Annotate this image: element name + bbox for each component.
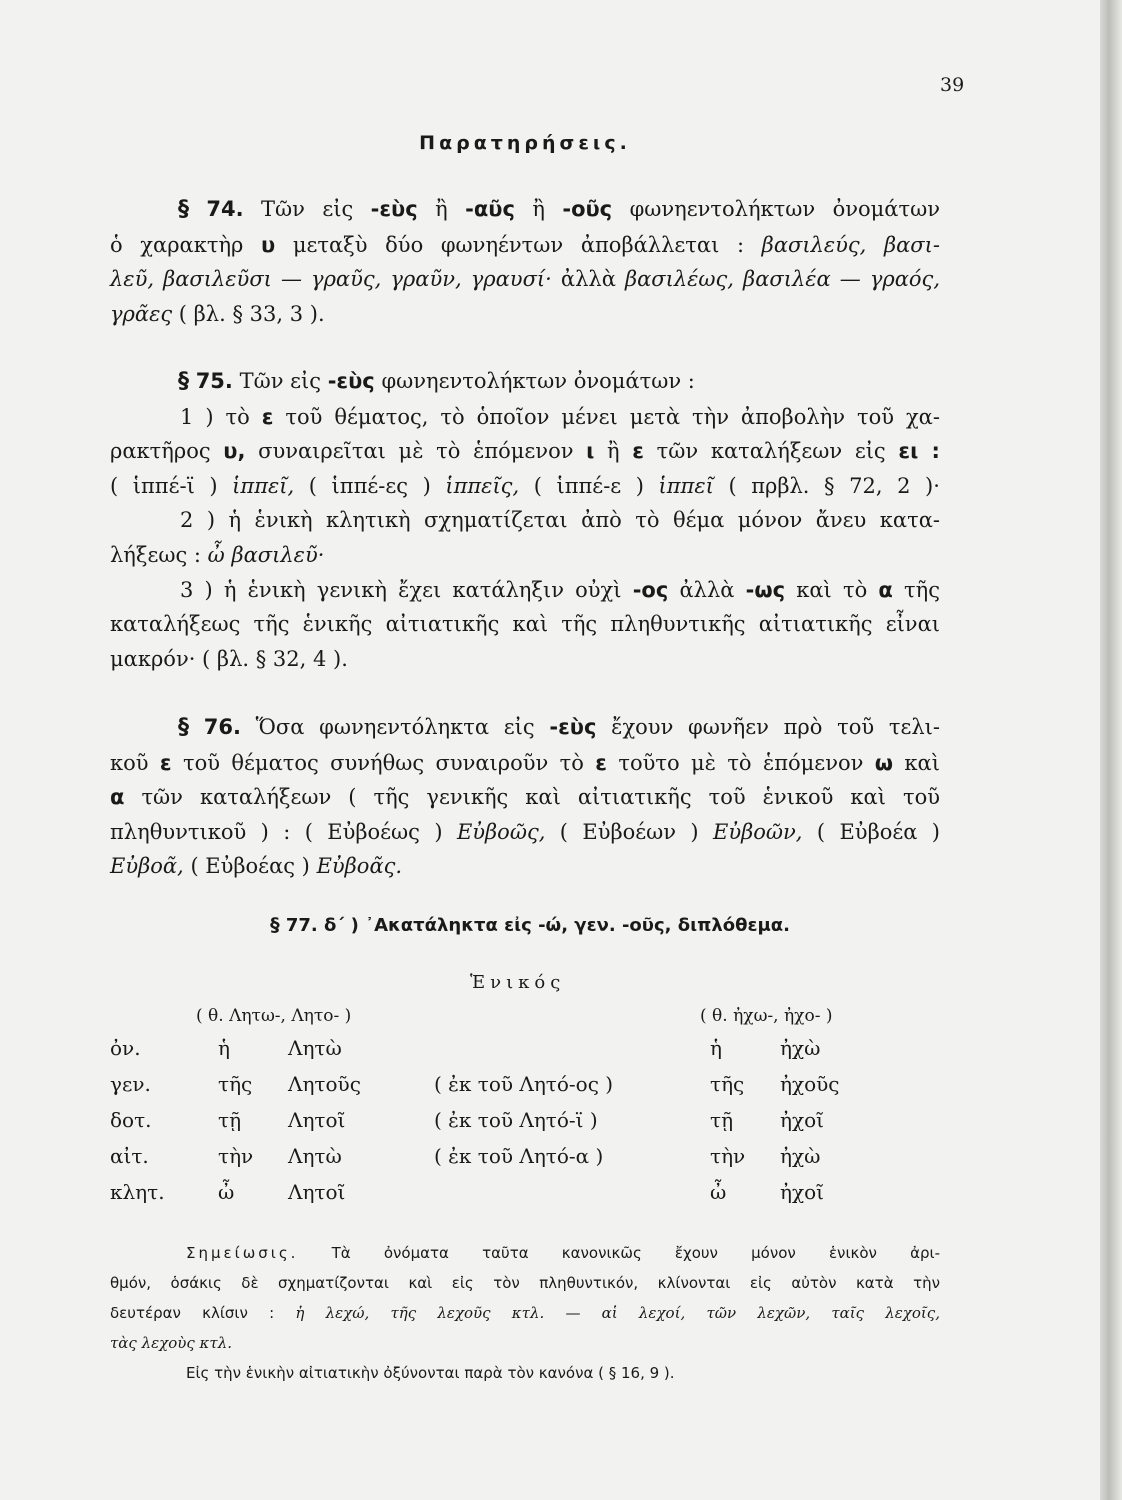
notes-line-4: τὰς λεχοὺς κτλ. bbox=[110, 1334, 232, 1352]
singular-label: Ἑνικός bbox=[470, 972, 566, 993]
notes-block bbox=[110, 1238, 940, 1388]
p74-line-1: § 74. Τῶν εἰς -εὺς ἢ -αῦς ἢ -οῦς φωνηεντολήκτων ὀνομάτων bbox=[178, 197, 940, 222]
p76-line-4: πληθυντικοῦ ) : ( Εὐβοέως ) Εὐβοῶς, ( Εὐβοέων ) Εὐβοῶν, ( Εὐβοέα ) bbox=[110, 819, 941, 844]
table-row: ὀν. ἡ Λητὼ ἡ ἠχὼ bbox=[110, 1036, 821, 1060]
p75-line-8: καταλήξεως τῆς ἑνικῆς αἰτιατικῆς καὶ τῆς πληθυντικῆς αἰτιατικῆς εἶναι bbox=[110, 612, 940, 637]
p75-line-3: ρακτῆρος υ, συναιρεῖται μὲ τὸ ἑπόμενον ι ἢ ε τῶν καταλήξεων εἰς ει : bbox=[110, 439, 940, 464]
p76-line-5: Εὐβοᾶ, ( Εὐβοέας ) Εὐβοᾶς. bbox=[110, 854, 403, 879]
p75-line-6: λήξεως : ὦ βασιλεῦ· bbox=[110, 542, 325, 567]
p74-line-4: γρᾶες ( βλ. § 33, 3 ). bbox=[110, 301, 325, 326]
notes-line-1: Σημείωσις. Τὰ ὀνόματα ταῦτα κανονικῶς ἔχουν μόνον ἑνικὸν ἀρι- bbox=[186, 1244, 940, 1262]
table-row: δοτ. τῇ Λητοῖ ( ἐκ τοῦ Λητό-ϊ ) τῇ ἠχοῖ bbox=[110, 1108, 824, 1132]
notes-line-5: Εἰς τὴν ἑνικὴν αἰτιατικὴν ὀξύνονται παρὰ τὸν κανόνα ( § 16, 9 ). bbox=[186, 1364, 675, 1382]
p76-line-1: § 76. Ὅσα φωνηεντόληκτα εἰς -εὺς ἔχουν φωνῆεν πρὸ τοῦ τελι- bbox=[178, 715, 940, 740]
p75-line-1: § 75. Τῶν εἰς -εὺς φωνηεντολήκτων ὀνομάτων : bbox=[178, 369, 695, 394]
table-row: αἰτ. τὴν Λητὼ ( ἐκ τοῦ Λητό-α ) τὴν ἠχὼ bbox=[110, 1144, 821, 1168]
page-edge bbox=[1100, 0, 1122, 1500]
p75-line-2: 1 ) τὸ ε τοῦ θέματος, τὸ ὁποῖον μένει μετὰ τὴν ἀποβολὴν τοῦ χα- bbox=[180, 404, 940, 429]
page-number: 39 bbox=[940, 74, 965, 96]
p75-line-5: 2 ) ἡ ἑνικὴ κλητικὴ σχηματίζεται ἀπὸ τὸ θέμα μόνον ἄνευ κατα- bbox=[180, 508, 940, 533]
section-heading: Παρατηρήσεις. bbox=[419, 132, 631, 154]
subsection-heading-77: § 77. δ΄ ) ᾿Ακατάληκτα εἰς -ώ, γεν. -οῦς, διπλόθεμα. bbox=[270, 914, 790, 936]
stem-left: ( θ. Λητω-, Λητο- ) bbox=[196, 1006, 352, 1026]
p75-line-4: ( ἱππέ-ϊ ) ἱππεῖ, ( ἱππέ-ες ) ἱππεῖς, ( ἱππέ-ε ) ἱππεῖ ( πρβλ. § 72, 2 )· bbox=[110, 473, 940, 498]
paragraph-76 bbox=[110, 710, 940, 884]
p76-line-3: α τῶν καταλήξεων ( τῆς γενικῆς καὶ αἰτιατικῆς τοῦ ἑνικοῦ καὶ τοῦ bbox=[110, 785, 940, 810]
p74-line-2: ὁ χαρακτὴρ υ μεταξὺ δύο φωνηέντων ἀποβάλλεται : βασιλεύς, βασι- bbox=[110, 232, 940, 257]
paragraph-75 bbox=[110, 364, 940, 676]
stem-right: ( θ. ἠχω-, ἠχο- ) bbox=[700, 1006, 833, 1026]
paragraph-74 bbox=[110, 192, 940, 331]
p75-line-9: μακρόν· ( βλ. § 32, 4 ). bbox=[110, 646, 348, 671]
table-row: κλητ. ὦ Λητοῖ ὦ ἠχοῖ bbox=[110, 1180, 824, 1204]
table-row: γεν. τῆς Λητοῦς ( ἐκ τοῦ Λητό-ος ) τῆς ἠχοῦς bbox=[110, 1072, 840, 1096]
p74-line-3: λεῦ, βασιλεῦσι — γραῦς, γραῦν, γραυσί· ἀλλὰ βασιλέως, βασιλέα — γραός, bbox=[110, 267, 940, 292]
notes-line-2: θμόν, ὁσάκις δὲ σχηματίζονται καὶ εἰς τὸν πληθυντικόν, κλίνονται εἰς αὐτὸν κατὰ τὴν bbox=[110, 1274, 940, 1292]
section-sign: § bbox=[178, 197, 189, 222]
notes-line-3: δευτέραν κλίσιν : ἡ λεχώ, τῆς λεχοῦς κτλ. — αἱ λεχοί, τῶν λεχῶν, ταῖς λεχοῖς, bbox=[110, 1304, 940, 1322]
p76-line-2: κοῦ ε τοῦ θέματος συνήθως συναιροῦν τὸ ε τοῦτο μὲ τὸ ἑπόμενον ω καὶ bbox=[110, 750, 940, 775]
p75-line-7: 3 ) ἡ ἑνικὴ γενικὴ ἔχει κατάληξιν οὐχὶ -ος ἀλλὰ -ως καὶ τὸ α τῆς bbox=[180, 577, 941, 602]
